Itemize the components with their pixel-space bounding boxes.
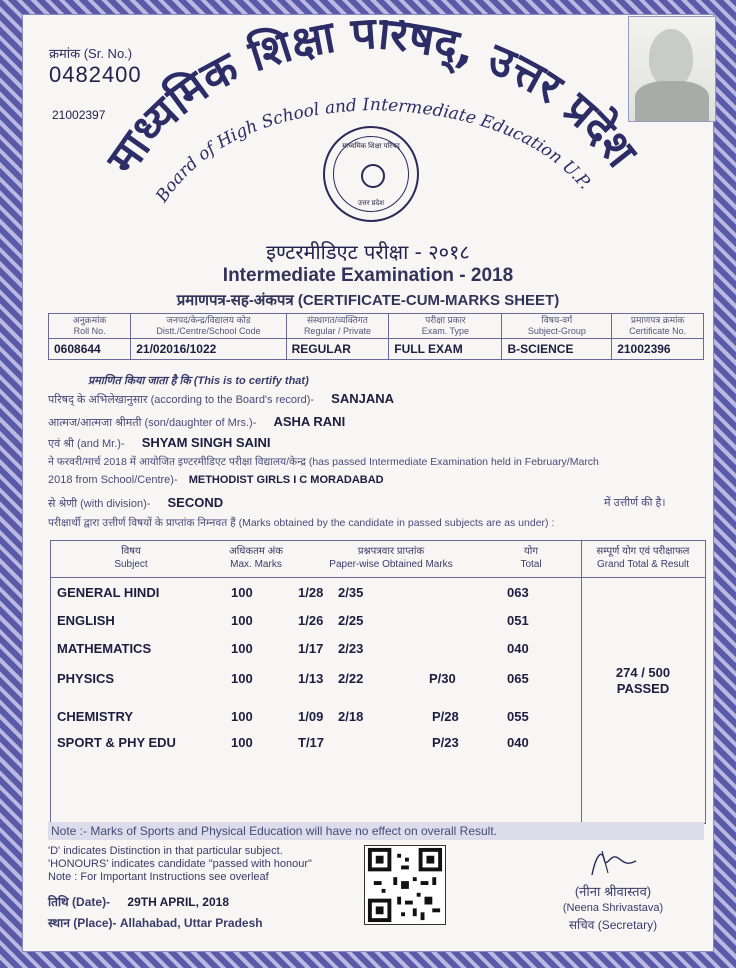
secretary-name-english: (Neena Shrivastava)	[562, 902, 664, 914]
passed-hindi: में उत्तीर्ण की है।	[604, 497, 666, 509]
candidate-info-table	[48, 313, 704, 360]
father-line: एवं श्री (and Mr.)- SHYAM SINGH SAINI	[48, 435, 271, 450]
col-total: योग Total	[520, 546, 542, 570]
marks-table: विषय Subject अधिकतम अंक Max. Marks प्रश्नपत्रवार प्राप्तांक Paper-wise Obtained Marks योग Total सम्पूर्ण योग एवं परीक्षाफल Grand Total & Result GENERAL HINDI 100 1/28 2/35 063 ENGLISH 100 1/26 2/25 051 MATHEMATICS 100 1/17 2/23 040 PHYSICS 100 1/13 2/22 P/30 065 CHEMISTRY 100 1/09 2/18 P/28 055 SPORT & PHY EDU 100 T/17 P/23 040 274 / 500 PASSED	[50, 540, 706, 824]
mother-name: ASHA RANI	[273, 414, 346, 429]
father-name: SHYAM SINGH SAINI	[141, 435, 271, 450]
exam-title-hindi: इण्टरमीडिएट परीक्षा - २०१८	[266, 240, 470, 264]
division-line: से श्रेणी (with division)- SECOND	[48, 495, 224, 510]
record-line: परिषद् के अभिलेखानुसार (according to the Board's record)- SANJANA	[48, 391, 395, 406]
board-seal-icon	[323, 126, 419, 222]
regular-private: REGULAR	[286, 339, 389, 360]
col-paperwise: प्रश्नपत्रवार प्राप्तांक Paper-wise Obtained Marks	[329, 546, 453, 570]
marks-header	[51, 541, 705, 578]
header-regular: संस्थागत/व्यक्तिगत Regular / Private	[286, 314, 389, 339]
roll-number: 0608644	[49, 339, 131, 360]
instructions-note: Note : For Important Instructions see overleaf	[48, 871, 269, 883]
grand-total: 274 / 500	[615, 665, 671, 680]
col-max: अधिकतम अंक Max. Marks	[229, 546, 283, 570]
seal-bottom-text: उत्तर प्रदेश	[358, 200, 384, 207]
issue-date-line: तिथि (Date)- 29TH APRIL, 2018	[48, 895, 230, 909]
certify-intro: प्रमाणित किया जाता है कि (This is to certify that)	[88, 375, 309, 387]
passed-text-1: ने फरवरी/मार्च 2018 में आयोजित इण्टरमीडिएट परीक्षा विद्यालय/केन्द्र (has passed Intermediate Examination held in February/March	[48, 456, 599, 468]
signature-icon	[584, 845, 644, 879]
secretary-name-hindi: (नीना श्रीवास्तव)	[574, 884, 652, 899]
exam-title-english: Intermediate Examination - 2018	[222, 265, 514, 286]
board-english-name: Board of High School and Intermediate Education U.P.	[152, 94, 595, 207]
school-code: 21/02016/1022	[131, 339, 286, 360]
certificate-title: प्रमाणपत्र-सह-अंकपत्र (CERTIFICATE-CUM-MARKS SHEET)	[176, 292, 560, 309]
serial-number: 0482400	[49, 62, 142, 87]
col-subject: विषय Subject	[114, 546, 148, 570]
honours-note: 'HONOURS' indicates candidate "passed with honour"	[48, 858, 312, 870]
exam-type: FULL EXAM	[389, 339, 502, 360]
secretary-title: सचिव (Secretary)	[568, 918, 658, 932]
serial-label: क्रमांक (Sr. No.)	[49, 46, 133, 61]
grand-total-result	[581, 665, 705, 697]
subject-group: B-SCIENCE	[502, 339, 612, 360]
header-exam-type: परीक्षा प्रकार Exam. Type	[389, 314, 502, 339]
distinction-note: 'D' indicates Distinction in that particular subject.	[48, 845, 283, 857]
school-name: METHODIST GIRLS I C MORADABAD	[188, 474, 384, 486]
result-status: PASSED	[616, 681, 670, 696]
seal-top-text: माध्यमिक शिक्षा परिषद्	[342, 143, 400, 150]
school-line: 2018 from School/Centre)- METHODIST GIRLS I C MORADABAD	[48, 474, 384, 486]
qr-code-icon	[364, 845, 446, 925]
header-certificate-no: प्रमाणपत्र क्रमांक Certificate No.	[612, 314, 704, 339]
marks-intro: परीक्षार्थी द्वारा उत्तीर्ण विषयों के प्राप्तांक निम्नवत हैं (Marks obtained by the candidate in passed subjects are as under) :	[48, 517, 555, 529]
division-value: SECOND	[167, 495, 224, 510]
mother-line: आत्मज/आत्मजा श्रीमती (son/daughter of Mrs.)- ASHA RANI	[48, 414, 346, 429]
header-code: जनपद/केन्द्र/विद्यालय कोड Distt./Centre/School Code	[131, 314, 286, 339]
candidate-name: SANJANA	[331, 391, 395, 406]
issue-place: Allahabad, Uttar Pradesh	[119, 916, 263, 930]
serial-code: 21002397	[52, 108, 106, 122]
certificate-number: 21002396	[612, 339, 704, 360]
header-subject-group: विषय-वर्ग Subject-Group	[502, 314, 612, 339]
sports-note: Note :- Marks of Sports and Physical Education will have no effect on overall Result.	[48, 822, 704, 840]
col-grand-total: सम्पूर्ण योग एवं परीक्षाफल Grand Total & Result	[596, 546, 690, 570]
issue-place-line: स्थान (Place)- Allahabad, Uttar Pradesh	[48, 916, 263, 930]
issue-date: 29TH APRIL, 2018	[127, 895, 230, 909]
board-hindi-name: माध्यमिक शिक्षा परिषद्, उत्तर प्रदेश	[97, 20, 647, 184]
header-roll: अनुक्रमांक Roll No.	[49, 314, 131, 339]
